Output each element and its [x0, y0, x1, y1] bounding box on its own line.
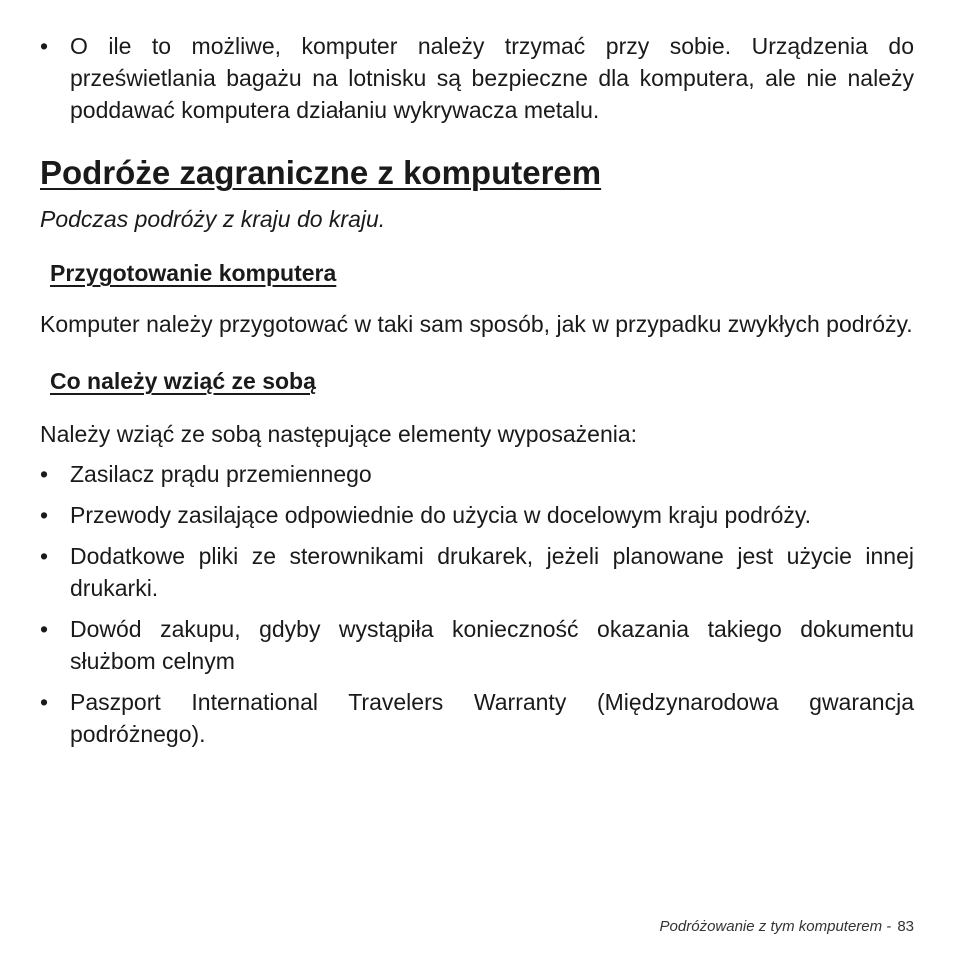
prepare-paragraph: Komputer należy przygotować w taki sam sposób, jak w przypadku zwykłych podróży.	[40, 311, 913, 337]
take-along-intro: Należy wziąć ze sobą następujące elementy wyposażenia:	[40, 421, 638, 447]
bullet-icon: •	[40, 616, 49, 642]
page-footer	[660, 918, 914, 935]
list-item	[40, 30, 914, 126]
list-item-text: Zasilacz prądu przemiennego	[70, 461, 372, 487]
section-subtitle: Podczas podróży z kraju do kraju.	[40, 206, 386, 232]
top-bullet-list	[40, 30, 914, 126]
bullet-icon: •	[40, 689, 49, 715]
prepare-heading: Przygotowanie komputera	[50, 260, 337, 286]
list-item	[40, 540, 914, 604]
list-item-text: Dowód zakupu, gdyby wystąpiła konieczność okazania takiego dokumentu służbom celnym	[70, 616, 914, 674]
take-along-list	[40, 458, 914, 750]
bullet-icon: •	[40, 543, 49, 569]
list-item-text: Dodatkowe pliki ze sterownikami drukarek, jeżeli planowane jest użycie innej drukarki.	[70, 543, 914, 601]
bullet-icon: •	[40, 461, 49, 487]
bullet-icon: •	[40, 33, 49, 59]
list-item	[40, 499, 914, 531]
page-content	[40, 30, 914, 759]
list-item-text: O ile to możliwe, komputer należy trzymać przy sobie. Urządzenia do prześwietlania bagażu na lotnisku są bezpieczne dla komputera, ale nie należy poddawać komputera działaniu wykrywacza metalu.	[70, 33, 914, 123]
list-item-text: Przewody zasilające odpowiednie do użycia w docelowym kraju podróży.	[70, 502, 812, 528]
take-along-heading: Co należy wziąć ze sobą	[50, 368, 316, 394]
list-item-text: Paszport International Travelers Warranty (Międzynarodowa gwarancja podróżnego).	[70, 689, 914, 747]
list-item	[40, 458, 914, 490]
list-item	[40, 613, 914, 677]
footer-chapter: Podróżowanie z tym komputerem -	[659, 918, 892, 935]
page-number: 83	[897, 918, 914, 935]
list-item	[40, 686, 914, 750]
section-title: Podróże zagraniczne z komputerem	[40, 154, 602, 191]
bullet-icon: •	[40, 502, 49, 528]
